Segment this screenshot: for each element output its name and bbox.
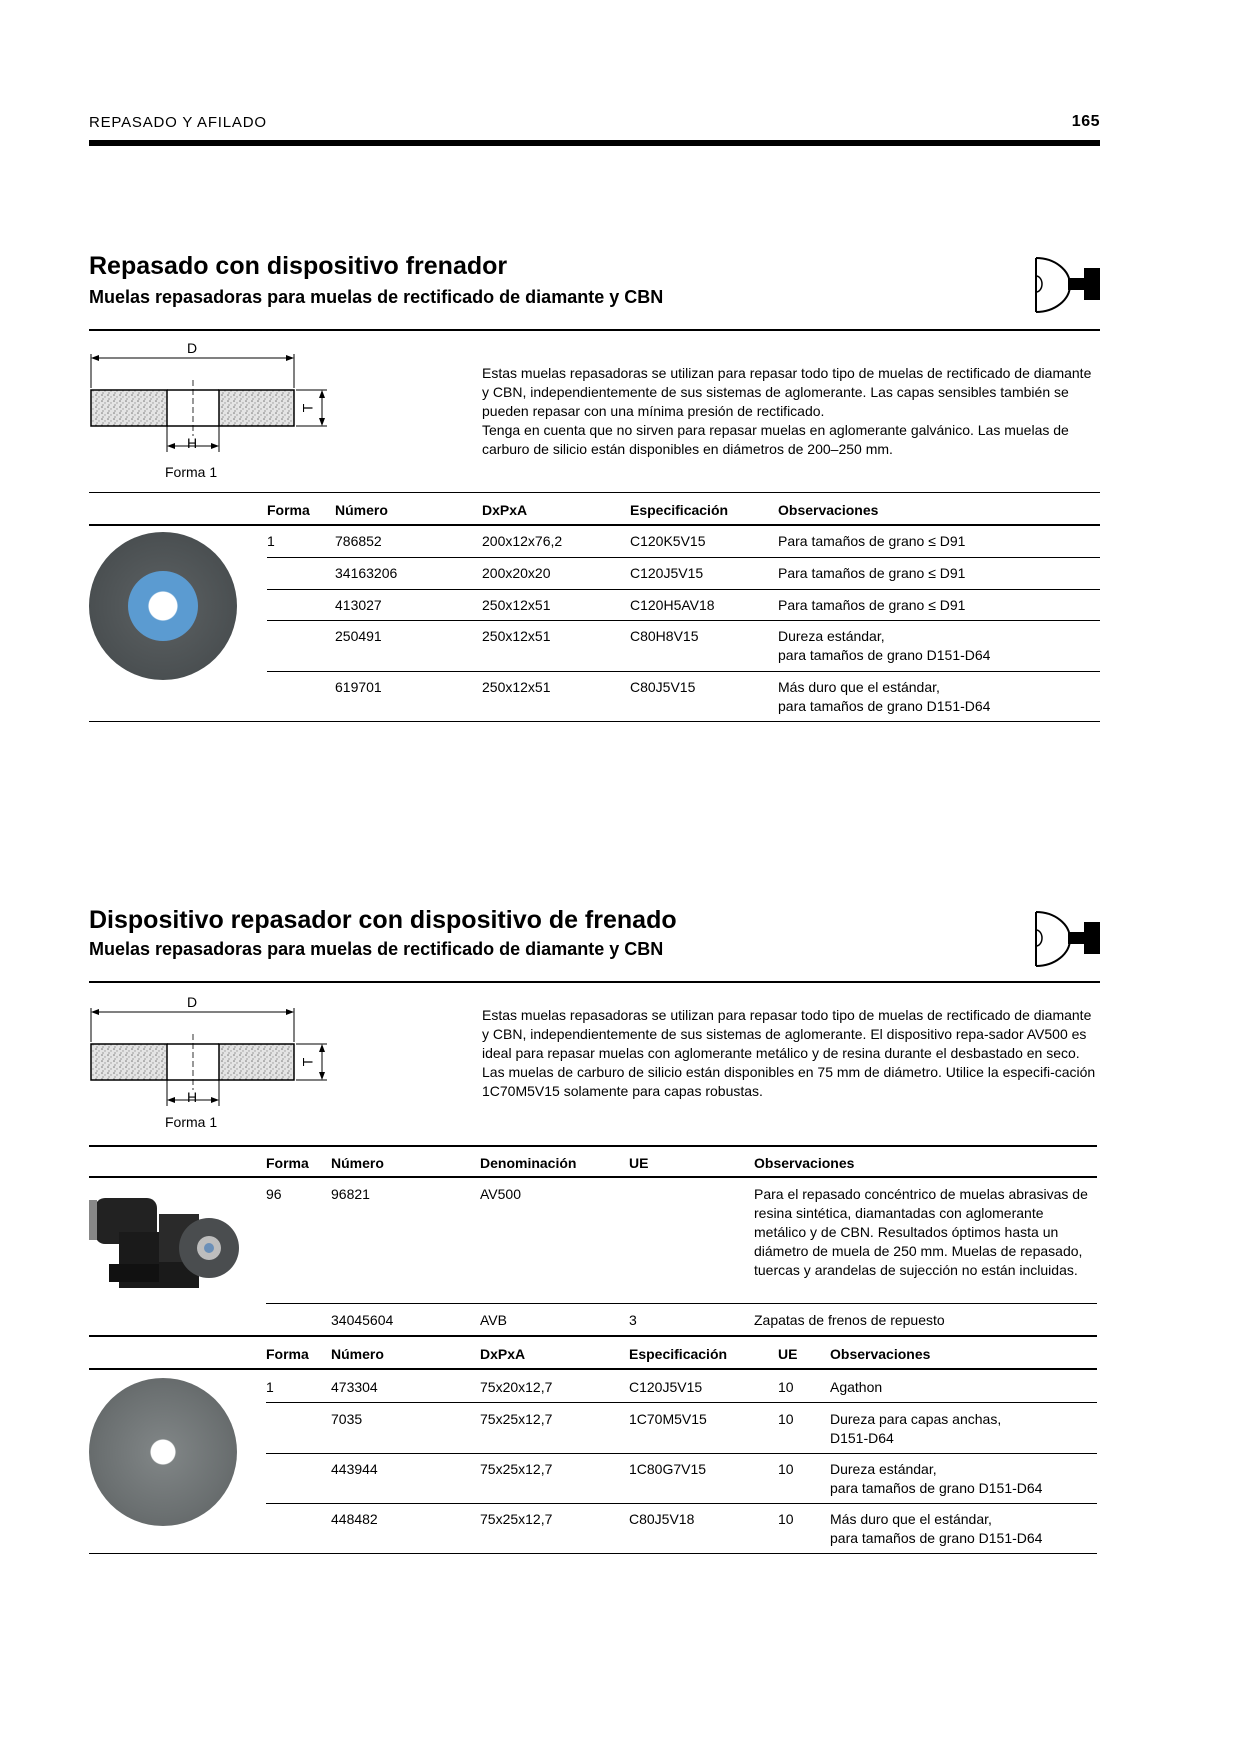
table-cell: 96: [266, 1186, 282, 1202]
table-cell: Para el repasado concéntrico de muelas abrasivas de resina sintética, diamantadas con aglomerante metálico y de CBN. Resultados óptimos hasta un diámetro de muela de 250 mm. Muelas de repasado, tuercas y arandelas de sujección no están incluidas.: [754, 1186, 1088, 1278]
col-header-observaciones: Observaciones: [754, 1155, 855, 1171]
description-paragraph: Las muelas de carburo de silicio están disponibles en 75 mm de diámetro. Utilice la especifi-cación 1C70M5V15 solamente para capas robustas.: [482, 1064, 1096, 1099]
table-bottom-rule: [89, 1553, 1097, 1554]
table-cell: 250x12x51: [482, 679, 551, 695]
table-row-rule: [267, 557, 1100, 558]
diameter-label: D: [187, 994, 198, 1010]
table-cell: C120K5V15: [630, 533, 706, 549]
table-cell: Agathon: [830, 1379, 883, 1395]
wheel-and-brake-icon: [1030, 256, 1102, 314]
thickness-label: T: [299, 1057, 316, 1067]
table-cell: C80H8V15: [630, 628, 699, 644]
table-row-rule: [266, 1402, 1097, 1403]
col-header-forma: Forma: [266, 1346, 309, 1362]
table-cell: C80J5V15: [630, 679, 696, 695]
dresser-device-image: [89, 1184, 239, 1294]
table-cell: D151-D64: [830, 1430, 894, 1446]
table-row-rule: [266, 1453, 1097, 1454]
table-cell: 10: [778, 1461, 794, 1477]
table-cell: C80J5V18: [629, 1511, 695, 1527]
table-cell: Para tamaños de grano ≤ D91: [778, 565, 966, 581]
table-cell: 619701: [335, 679, 382, 695]
table-cell: AV500: [480, 1186, 521, 1202]
table-cell: 3: [629, 1312, 637, 1328]
table-cell: 250491: [335, 628, 382, 644]
table-cell: 200x20x20: [482, 565, 551, 581]
table-cell: 448482: [331, 1511, 378, 1527]
table-cell: 96821: [331, 1186, 370, 1202]
table-cell: 1C70M5V15: [629, 1411, 707, 1427]
table-cell: Zapatas de frenos de repuesto: [754, 1312, 945, 1328]
table-cell: 10: [778, 1379, 794, 1395]
col-header-dxpxa: DxPxA: [480, 1346, 526, 1362]
col-header-ue: UE: [778, 1346, 798, 1362]
section-title: Repasado con dispositivo frenador: [89, 252, 508, 280]
col-header-numero: Número: [335, 502, 388, 518]
table-header-rule: [89, 524, 1100, 526]
col-header-numero: Número: [331, 1346, 384, 1362]
grinding-wheel-image: [89, 1378, 237, 1526]
table-cell: 75x25x12,7: [480, 1411, 553, 1427]
table-cell: 250x12x51: [482, 628, 551, 644]
table-cell: Dureza estándar,: [830, 1461, 937, 1477]
bore-label: H: [187, 435, 198, 451]
section-rule: [89, 981, 1100, 983]
table-cell: para tamaños de grano D151-D64: [830, 1530, 1043, 1546]
page-number: 165: [1071, 113, 1100, 130]
table-cell: 34045604: [331, 1312, 394, 1328]
table-cell: AVB: [480, 1312, 507, 1328]
col-header-dxpxa: DxPxA: [482, 502, 528, 518]
table-cell: 10: [778, 1511, 794, 1527]
col-header-numero: Número: [331, 1155, 384, 1171]
table-cell: 75x20x12,7: [480, 1379, 553, 1395]
table-row-rule: [266, 1303, 1097, 1304]
table-cell: Más duro que el estándar,: [830, 1511, 992, 1527]
diameter-label: D: [187, 340, 198, 356]
description-paragraph: Estas muelas repasadoras se utilizan para repasar todo tipo de muelas de rectificado de diamante y CBN, independientemente de sus sistemas de aglomerante. El dispositivo repa-sador AV500 es ideal para repasar muelas con aglomerante metálico y de resina durante el desbastado en seco.: [482, 1007, 1092, 1061]
table-row-rule: [266, 1503, 1097, 1504]
section-title: Dispositivo repasador con dispositivo de frenado: [89, 906, 677, 934]
wheel-and-brake-icon: [1030, 910, 1102, 968]
section-subtitle: Muelas repasadoras para muelas de rectificado de diamante y CBN: [89, 287, 664, 307]
table-bottom-rule: [89, 721, 1100, 722]
form-caption: Forma 1: [165, 464, 218, 480]
table-cell: 413027: [335, 597, 382, 613]
description-paragraph: Estas muelas repasadoras se utilizan para repasar todo tipo de muelas de rectificado de diamante y CBN, independientemente de sus sistemas de aglomerante. Las capas sensibles también se pueden repasar con una mínima presión de rectificado.: [482, 365, 1092, 419]
table-cell: Para tamaños de grano ≤ D91: [778, 533, 966, 549]
table-cell: Para tamaños de grano ≤ D91: [778, 597, 966, 613]
bore-label: H: [187, 1089, 198, 1105]
table-cell: 200x12x76,2: [482, 533, 563, 549]
table-cell: Dureza para capas anchas,: [830, 1411, 1002, 1427]
table-header-rule: [89, 1368, 1097, 1370]
table-cell: 1: [266, 1379, 274, 1395]
table-row-rule: [267, 671, 1100, 672]
table-row-rule: [267, 620, 1100, 621]
table-cell: 250x12x51: [482, 597, 551, 613]
table-row-rule: [267, 589, 1100, 590]
col-header-forma: Forma: [267, 502, 310, 518]
table-top-rule: [89, 1145, 1097, 1147]
table-cell: Dureza estándar,: [778, 628, 885, 644]
table-cell: 1: [267, 533, 275, 549]
description: [482, 364, 1102, 459]
col-header-especificacion: Especificación: [630, 502, 729, 518]
table-cell: Más duro que el estándar,: [778, 679, 940, 695]
table-cell: 786852: [335, 533, 382, 549]
table-cell: C120H5AV18: [630, 597, 715, 613]
table-header-rule: [89, 1176, 1097, 1178]
table-cell: C120J5V15: [629, 1379, 703, 1395]
section-header: REPASADO Y AFILADO: [89, 114, 267, 131]
form-caption: Forma 1: [165, 1114, 218, 1130]
table-cell: 75x25x12,7: [480, 1511, 553, 1527]
header-rule: [89, 140, 1100, 146]
col-header-denominacion: Denominación: [480, 1155, 577, 1171]
table-cell: 473304: [331, 1379, 378, 1395]
col-header-forma: Forma: [266, 1155, 309, 1171]
thickness-label: T: [299, 403, 316, 413]
wheel-label-image: [128, 571, 198, 641]
table-top-rule: [89, 492, 1100, 493]
table-cell: para tamaños de grano D151-D64: [778, 698, 991, 714]
table-section-rule: [89, 1335, 1097, 1337]
table-cell: 1C80G7V15: [629, 1461, 707, 1477]
table-cell: 443944: [331, 1461, 378, 1477]
col-header-observaciones: Observaciones: [778, 502, 879, 518]
col-header-observaciones: Observaciones: [830, 1346, 931, 1362]
table-cell: para tamaños de grano D151-D64: [830, 1480, 1043, 1496]
table-cell: 10: [778, 1411, 794, 1427]
table-cell: 34163206: [335, 565, 398, 581]
table-cell: 75x25x12,7: [480, 1461, 553, 1477]
section-subtitle: Muelas repasadoras para muelas de rectificado de diamante y CBN: [89, 939, 664, 959]
table-cell: para tamaños de grano D151-D64: [778, 647, 991, 663]
description-paragraph: Tenga en cuenta que no sirven para repasar muelas en aglomerante galvánico. Las muelas de carburo de silicio están disponibles en diámetros de 200–250 mm.: [482, 422, 1069, 457]
col-header-especificacion: Especificación: [629, 1346, 728, 1362]
description: [482, 1006, 1102, 1101]
section-rule: [89, 329, 1100, 331]
table-cell: 7035: [331, 1411, 363, 1427]
col-header-ue: UE: [629, 1155, 649, 1171]
table-cell: C120J5V15: [630, 565, 704, 581]
